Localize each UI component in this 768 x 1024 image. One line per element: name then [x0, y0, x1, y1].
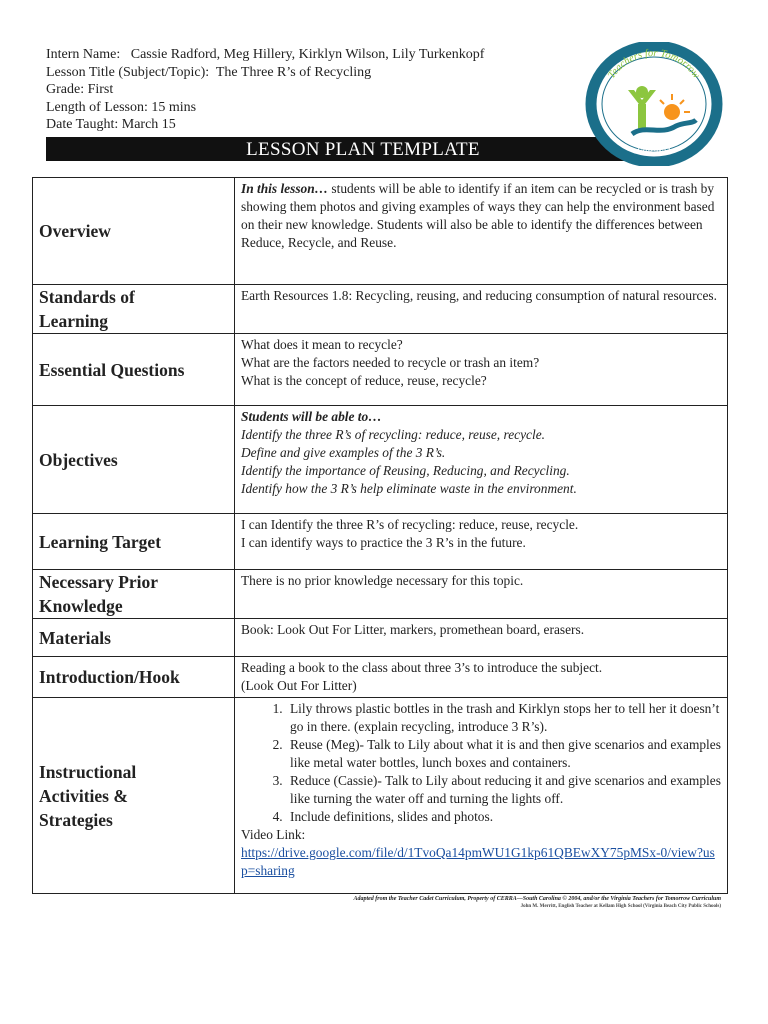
learning-target-content: I can Identify the three R’s of recycling: reduce, reuse, recycle. I can identify ways to practice the 3 R’s in the future. [235, 514, 728, 570]
lesson-plan-table [32, 177, 728, 894]
footer-attribution: Adapted from the Teacher Cadet Curriculum, Property of CERRA—South Carolina © 2004, and/or the Virginia Teachers for Tomorrow Curriculum [353, 896, 721, 902]
svg-text:Teachers for Tomorrow: Teachers for Tomorrow [606, 47, 702, 81]
overview-content: In this lesson… students will be able to identify if an item can be recycled or is trash by showing them photos and giving examples of ways they can help the environment based on their new knowledge. Students will also be able to identify the differences between Reduce, Recycle, and Reuse. [235, 178, 728, 285]
instructional-activities-row [33, 698, 728, 894]
prior-knowledge-label: Necessary Prior Knowledge [33, 570, 235, 619]
overview-row [33, 178, 728, 285]
lesson-title: Lesson Title (Subject/Topic): The Three R’s of Recycling [46, 64, 372, 80]
page-title: LESSON PLAN TEMPLATE [46, 137, 680, 161]
essential-questions-content: What does it mean to recycle? What are the factors needed to recycle or trash an item? What is the concept of reduce, reuse, recycle? [235, 334, 728, 406]
teachers-for-tomorrow-logo [584, 42, 724, 166]
objectives-content: Students will be able to… Identify the three R’s of recycling: reduce, reuse, recycle. Define and give examples of the 3 R’s. Identify the importance of Reusing, Reducing, and Recycling. Identify how the 3 R’s help eliminate waste in the environment. [235, 406, 728, 514]
objectives-row [33, 406, 728, 514]
activities-list [241, 700, 721, 826]
prior-knowledge-content: There is no prior knowledge necessary for this topic. [235, 570, 728, 619]
standards-row [33, 285, 728, 334]
objectives-label: Objectives [33, 406, 235, 514]
standards-label: Standards of Learning [33, 285, 235, 334]
intern-name: Intern Name: Cassie Radford, Meg Hillery, Kirklyn Wilson, Lily Turkenkopf [46, 47, 485, 62]
introduction-hook-row [33, 657, 728, 698]
grade: Grade: First [46, 82, 114, 97]
learning-target-label: Learning Target [33, 514, 235, 570]
svg-text:VIRGINIA: VIRGINIA [634, 144, 674, 159]
materials-row [33, 619, 728, 657]
instructional-activities-content [235, 698, 728, 894]
list-item: 4. Include definitions, slides and photos. [286, 808, 721, 826]
list-item: 1. Lily throws plastic bottles in the trash and Kirklyn stops her to tell her it doesn’t go in there. (explain recycling, introduce 3 R’s). [286, 700, 721, 736]
instructional-activities-label: Instructional Activities & Strategies [33, 698, 235, 894]
list-item: 2. Reuse (Meg)- Talk to Lily about what it is and then give scenarios and examples like metal water bottles, lunch boxes and containers. [286, 736, 721, 772]
video-link[interactable]: https://drive.google.com/file/d/1TvoQa14pmWU1G1kp61QBEwXY75pMSx-0/view?usp=sharing [241, 845, 715, 878]
essential-questions-label: Essential Questions [33, 334, 235, 406]
footer-author: John M. Merritt, English Teacher at Kellam High School (Virginia Beach City Public Schools) [520, 904, 721, 909]
date-taught: Date Taught: March 15 [46, 117, 176, 132]
materials-content: Book: Look Out For Litter, markers, promethean board, erasers. [235, 619, 728, 657]
list-item: 3. Reduce (Cassie)- Talk to Lily about reducing it and give scenarios and examples like turning the water off and turning the lights off. [286, 772, 721, 808]
prior-knowledge-row [33, 570, 728, 619]
lesson-length: Length of Lesson: 15 mins [46, 99, 197, 115]
introduction-hook-content: Reading a book to the class about three 3’s to introduce the subject. (Look Out For Litter) [235, 657, 728, 698]
introduction-hook-label: Introduction/Hook [33, 657, 235, 698]
overview-label: Overview [33, 178, 235, 285]
learning-target-row [33, 514, 728, 570]
standards-content: Earth Resources 1.8: Recycling, reusing, and reducing consumption of natural resources. [235, 285, 728, 334]
lesson-header-info [46, 46, 484, 134]
materials-label: Materials [33, 619, 235, 657]
essential-questions-row [33, 334, 728, 406]
video-link-label: Video Link: [241, 827, 306, 842]
